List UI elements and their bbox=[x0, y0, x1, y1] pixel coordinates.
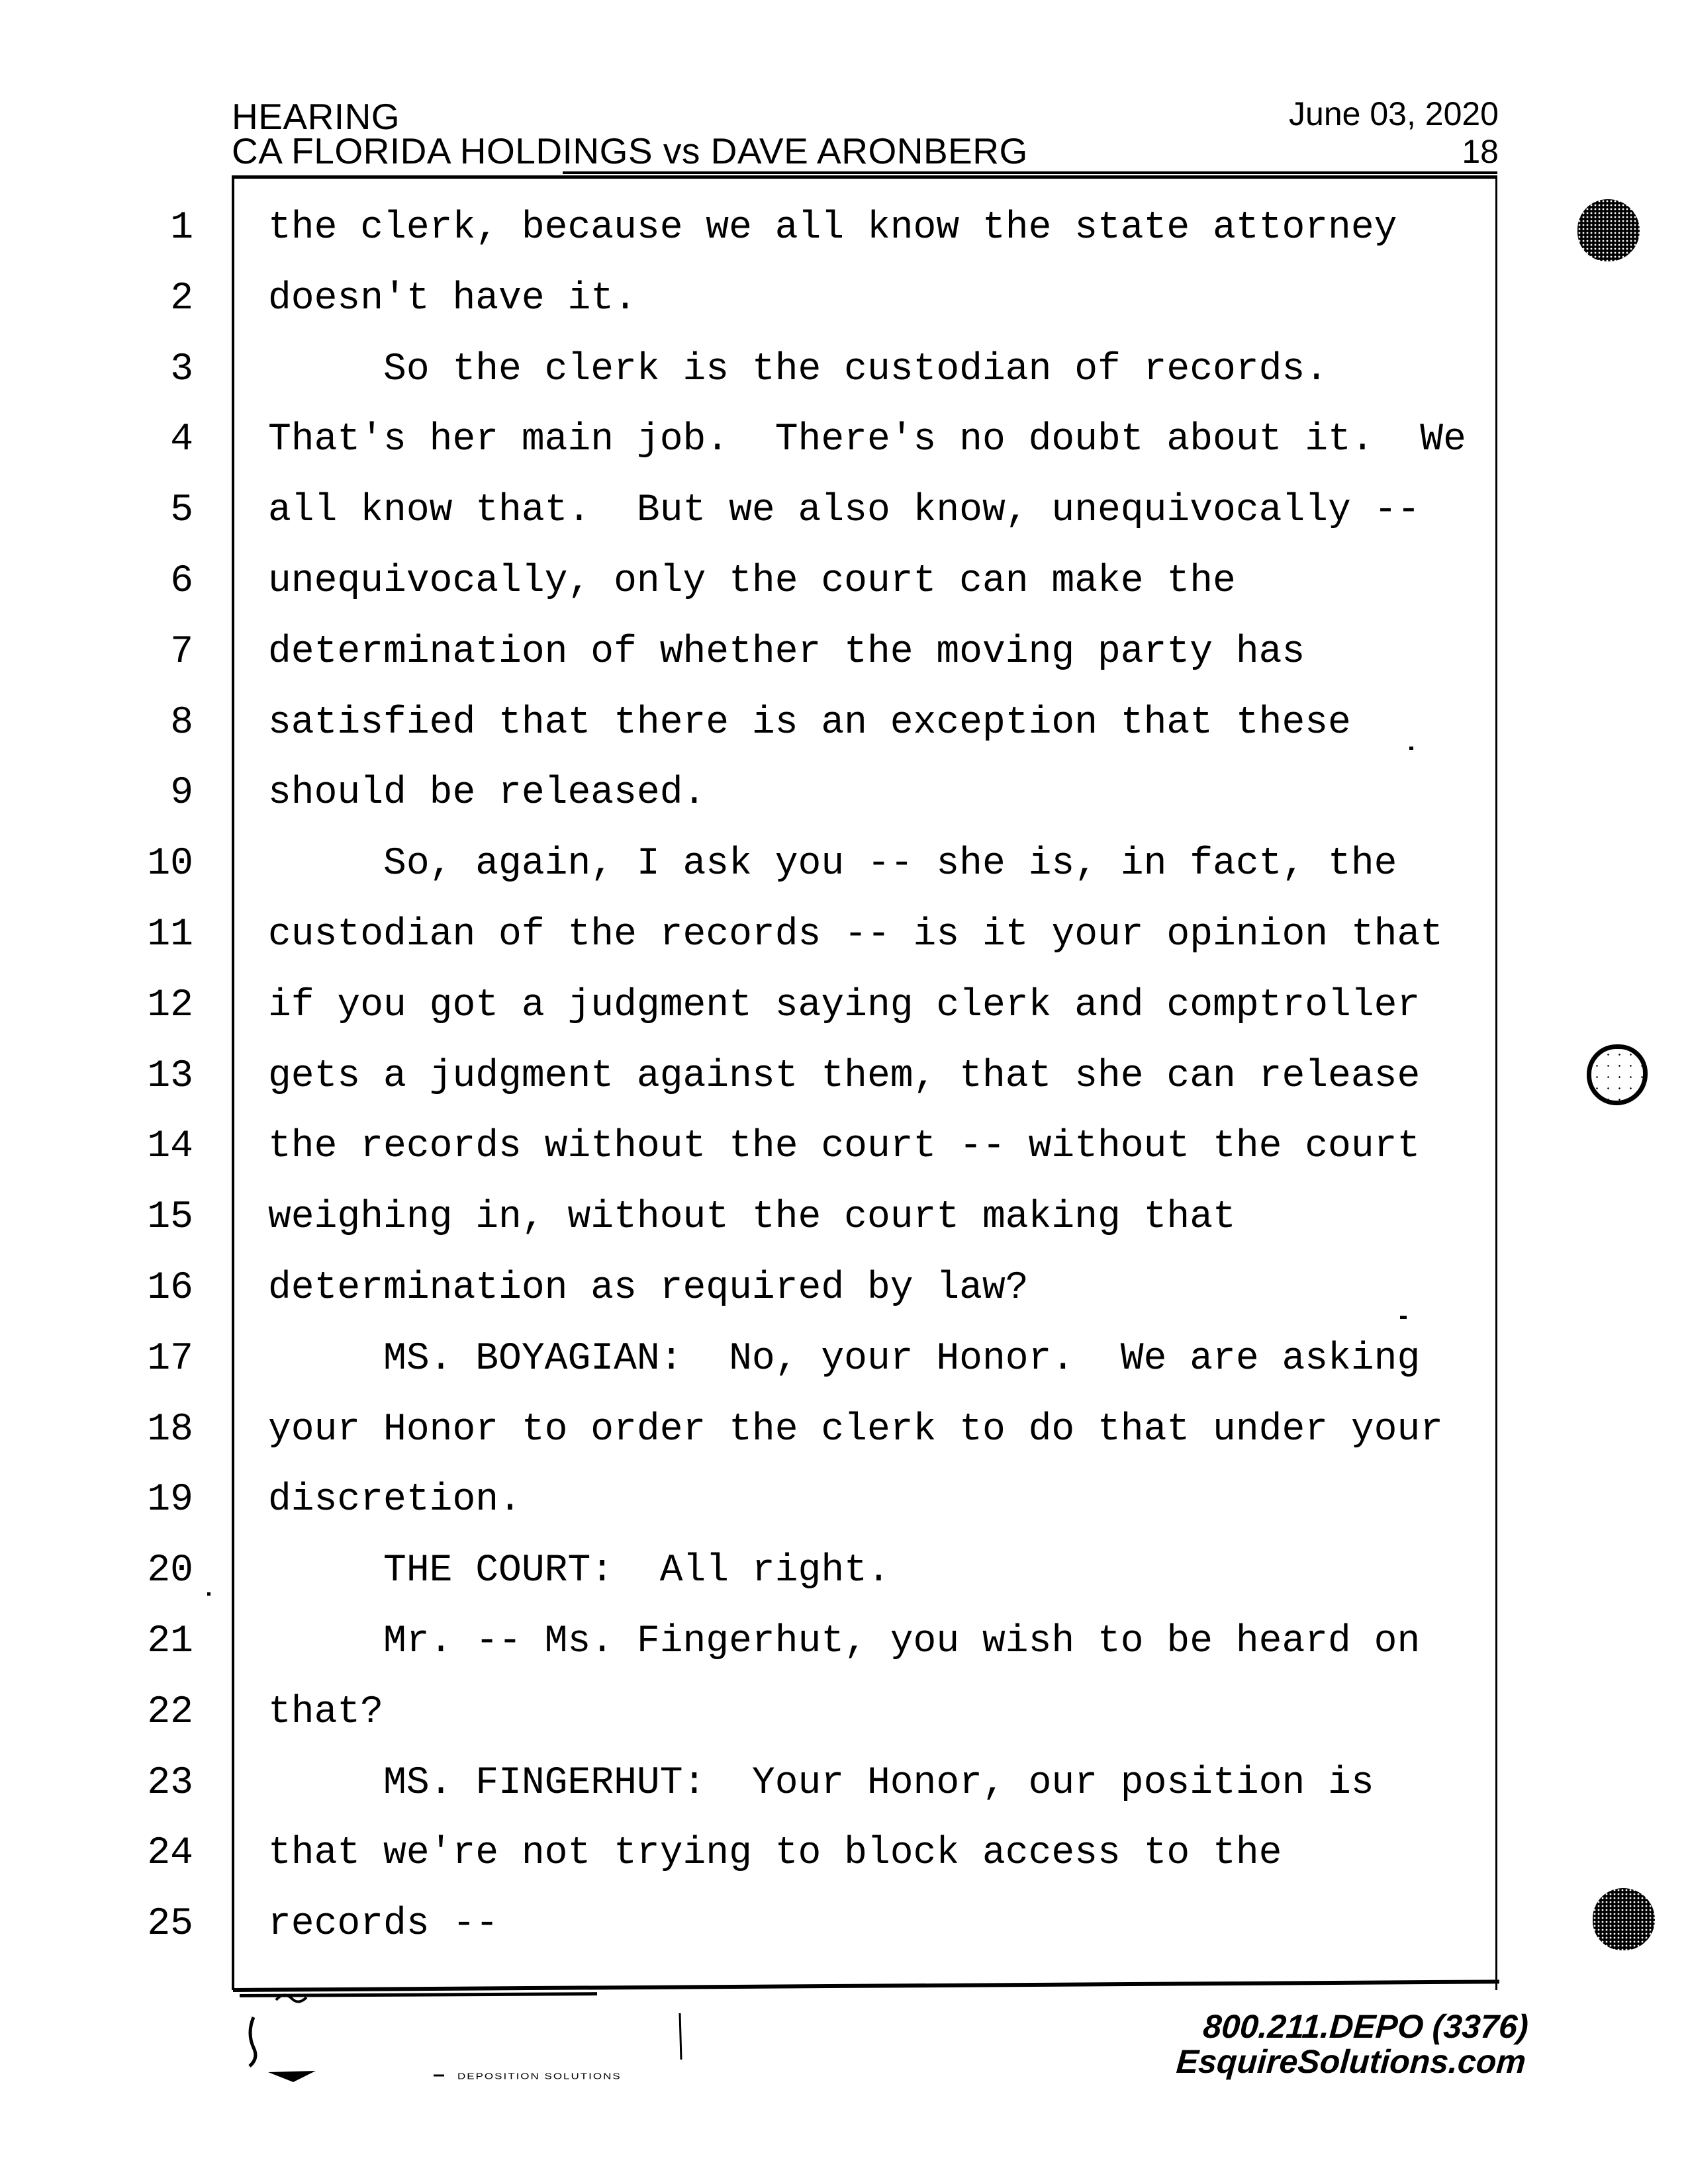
hearing-date: June 03, 2020 bbox=[1289, 95, 1499, 132]
logo-brace-icon bbox=[250, 2017, 256, 2066]
line-text: So, again, I ask you -- she is, in fact, the bbox=[268, 842, 1397, 886]
logo-rule-icon bbox=[680, 2013, 681, 2060]
transcript-line bbox=[146, 193, 1536, 264]
footer-contact bbox=[1175, 2009, 1529, 2079]
transcript-lines bbox=[146, 193, 1536, 1960]
line-number: 17 bbox=[147, 1337, 193, 1381]
transcript-line bbox=[146, 971, 1536, 1042]
line-number: 14 bbox=[147, 1125, 193, 1169]
transcript-line bbox=[146, 476, 1536, 547]
line-number: 22 bbox=[147, 1690, 193, 1734]
logo-text: DEPOSITION SOLUTIONS bbox=[457, 2071, 622, 2082]
line-text: THE COURT: All right. bbox=[268, 1549, 890, 1593]
transcript-line bbox=[146, 1395, 1536, 1466]
logo-triangle-icon bbox=[268, 2071, 316, 2082]
header-right bbox=[1289, 95, 1499, 171]
line-text: records -- bbox=[268, 1903, 499, 1946]
line-text: should be released. bbox=[268, 772, 706, 815]
scan-border-smudge-top bbox=[563, 171, 1497, 174]
scan-speck bbox=[1400, 1316, 1407, 1319]
transcript-line bbox=[146, 829, 1536, 900]
line-number: 11 bbox=[147, 913, 193, 956]
line-text: Mr. -- Ms. Fingerhut, you wish to be heard on bbox=[268, 1619, 1421, 1663]
transcript-line bbox=[146, 1042, 1536, 1113]
line-number: 13 bbox=[147, 1054, 193, 1098]
transcript-line bbox=[146, 1465, 1536, 1536]
line-text: that we're not trying to block access to the bbox=[268, 1832, 1282, 1876]
line-number: 25 bbox=[147, 1903, 193, 1946]
punch-hole-mark-middle bbox=[1587, 1044, 1648, 1105]
line-text: the records without the court -- without the court bbox=[268, 1125, 1421, 1169]
line-number: 9 bbox=[170, 772, 193, 815]
transcript-line bbox=[146, 758, 1536, 829]
transcript-line bbox=[146, 1536, 1536, 1607]
line-number: 24 bbox=[147, 1832, 193, 1876]
line-text: doesn't have it. bbox=[268, 277, 637, 320]
transcript-line bbox=[146, 900, 1536, 971]
line-text: unequivocally, only the court can make the bbox=[268, 559, 1236, 603]
transcript-line bbox=[146, 688, 1536, 759]
line-text: determination of whether the moving party has bbox=[268, 630, 1305, 674]
line-number: 23 bbox=[147, 1761, 193, 1805]
logo-squiggle-icon bbox=[276, 1995, 306, 2001]
line-text: all know that. But we also know, unequivocally -- bbox=[268, 489, 1421, 533]
line-text: That's her main job. There's no doubt about it. We bbox=[268, 418, 1466, 462]
transcript-line bbox=[146, 264, 1536, 335]
line-text: the clerk, because we all know the state attorney bbox=[268, 206, 1397, 250]
transcript-line bbox=[146, 1324, 1536, 1395]
line-text: that? bbox=[268, 1690, 384, 1734]
line-text: MS. FINGERHUT: Your Honor, our position is bbox=[268, 1761, 1374, 1805]
transcript-line bbox=[146, 1678, 1536, 1749]
transcript-line bbox=[146, 1253, 1536, 1324]
line-text: satisfied that there is an exception that these bbox=[268, 701, 1351, 745]
line-number: 20 bbox=[147, 1549, 193, 1593]
line-number: 3 bbox=[170, 347, 193, 391]
footer-website: EsquireSolutions.com bbox=[1175, 2043, 1528, 2080]
footer-phone: 800.211.DEPO (3376) bbox=[1201, 2008, 1530, 2045]
line-number: 16 bbox=[147, 1266, 193, 1310]
transcript-line bbox=[146, 1749, 1536, 1819]
transcript-line bbox=[146, 617, 1536, 688]
transcript-line bbox=[146, 1607, 1536, 1678]
line-text: if you got a judgment saying clerk and comptroller bbox=[268, 983, 1421, 1027]
line-number: 4 bbox=[170, 418, 193, 462]
line-number: 10 bbox=[147, 842, 193, 886]
page-number: 18 bbox=[1462, 133, 1499, 170]
line-number: 12 bbox=[147, 983, 193, 1027]
esquire-logo bbox=[235, 1985, 712, 2105]
line-text: determination as required by law? bbox=[268, 1266, 1029, 1310]
line-number: 6 bbox=[170, 559, 193, 603]
case-name: CA FLORIDA HOLDINGS vs DAVE ARONBERG bbox=[232, 130, 1028, 171]
line-number: 5 bbox=[170, 489, 193, 533]
line-number: 21 bbox=[147, 1619, 193, 1663]
line-number: 7 bbox=[170, 630, 193, 674]
scan-speck bbox=[207, 1592, 211, 1596]
transcript-line bbox=[146, 1112, 1536, 1183]
transcript-line bbox=[146, 405, 1536, 476]
transcript-line bbox=[146, 1819, 1536, 1889]
transcript-line bbox=[146, 547, 1536, 617]
line-number: 19 bbox=[147, 1479, 193, 1522]
header-left bbox=[232, 96, 1028, 171]
punch-hole-mark-bottom bbox=[1593, 1888, 1655, 1950]
line-number: 15 bbox=[147, 1196, 193, 1240]
line-text: MS. BOYAGIAN: No, your Honor. We are asking bbox=[268, 1337, 1421, 1381]
line-number: 8 bbox=[170, 701, 193, 745]
line-text: So the clerk is the custodian of records. bbox=[268, 347, 1329, 391]
line-number: 1 bbox=[170, 206, 193, 250]
transcript-line bbox=[146, 335, 1536, 406]
line-number: 18 bbox=[147, 1408, 193, 1451]
transcript-line bbox=[146, 1183, 1536, 1253]
line-text: weighing in, without the court making that bbox=[268, 1196, 1236, 1240]
line-text: your Honor to order the clerk to do that under your bbox=[268, 1408, 1444, 1451]
transcript-line bbox=[146, 1889, 1536, 1960]
scan-speck bbox=[1409, 747, 1413, 750]
line-text: gets a judgment against them, that she can release bbox=[268, 1054, 1421, 1098]
hearing-type-label: HEARING bbox=[232, 96, 400, 137]
line-number: 2 bbox=[170, 277, 193, 320]
punch-hole-mark-top bbox=[1577, 199, 1640, 261]
line-text: custodian of the records -- is it your opinion that bbox=[268, 913, 1444, 956]
line-text: discretion. bbox=[268, 1479, 522, 1522]
